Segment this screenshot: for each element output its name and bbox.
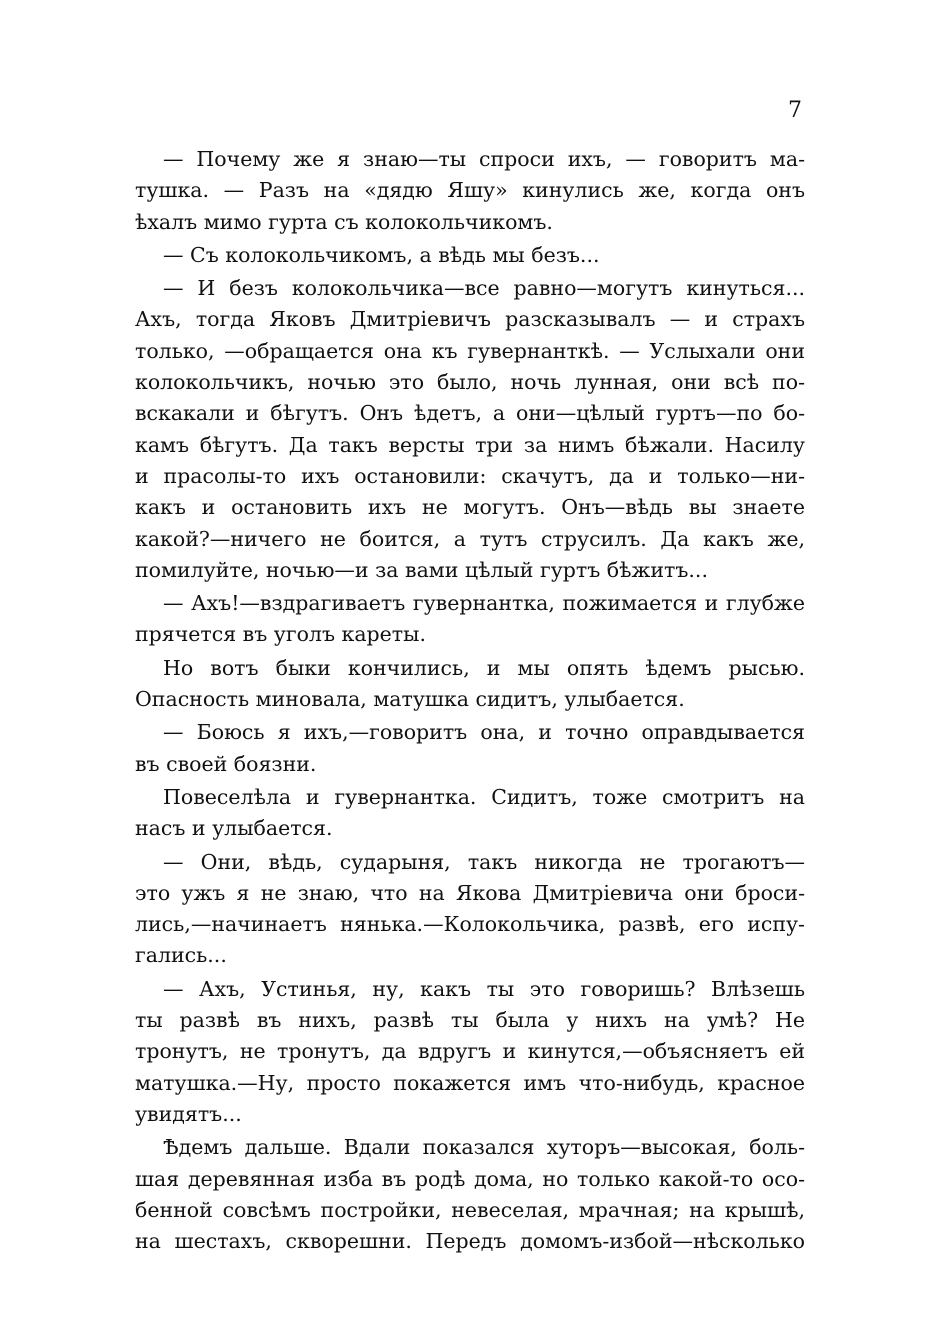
text-line: увидятъ... [135, 1101, 242, 1126]
paragraph [135, 782, 805, 845]
paragraph [135, 588, 805, 651]
text-line: какой?—ничего не боится, а тутъ струсилъ. Да какъ же, [135, 526, 805, 551]
text-line: матушка.—Ну, просто покажется имъ что-нибудь, красное [135, 1070, 805, 1095]
text-line: лись,—начинаетъ нянька.—Колокольчика, развѣ, его испу- [135, 912, 805, 937]
paragraph [135, 273, 805, 586]
text-line: прячется въ уголъ кареты. [135, 622, 426, 647]
text-line: камъ бѣгутъ. Да такъ версты три за нимъ бѣжали. Насилу [135, 432, 805, 457]
paragraph [135, 974, 805, 1130]
text-line: Опасность миновала, матушка сидитъ, улыбается. [135, 687, 685, 712]
paragraph [135, 717, 805, 780]
text-line: только, —обращается она къ гувернанткѣ. — Услыхали они [135, 338, 805, 363]
text-line: — Ахъ!—вздрагиваетъ гувернантка, пожимается и глубже [163, 591, 805, 616]
text-line: и прасолы-то ихъ остановили: скачутъ, да и только—ни- [135, 463, 805, 488]
text-line: — Ахъ, Устинья, ну, какъ ты это говоришь? Влѣзешь [163, 976, 805, 1001]
paragraph [135, 144, 805, 238]
text-line: въ своей боязни. [135, 751, 317, 776]
text-line: — Боюсь я ихъ,—говоритъ она, и точно оправдывается [163, 720, 805, 745]
text-line: шая деревянная изба въ родѣ дома, но только какой-то осо- [135, 1166, 805, 1191]
paragraph [135, 1132, 805, 1257]
text-line: вскакали и бѣгутъ. Онъ ѣдетъ, а они—цѣлый гуртъ—по бо- [135, 401, 805, 426]
text-line: бенной совсѣмъ постройки, невеселая, мрачная; на крышѣ, [135, 1197, 805, 1222]
text-line: — Они, вѣдь, сударыня, такъ никогда не трогаютъ— [163, 849, 805, 874]
text-line: это ужъ я не знаю, что на Якова Дмитріевича они броси- [135, 880, 805, 905]
text-line: — Почему же я знаю—ты спроси ихъ, — говоритъ ма- [163, 147, 805, 171]
text-body [135, 144, 805, 1257]
text-line: ѣхалъ мимо гурта съ колокольчикомъ. [135, 209, 553, 234]
text-line: помилуйте, ночью—и за вами цѣлый гуртъ бѣжитъ... [135, 557, 708, 582]
text-line: Ѣдемъ дальше. Вдали показался хуторъ—высокая, боль- [163, 1135, 805, 1160]
paragraph [135, 847, 805, 972]
paragraph [135, 653, 805, 716]
text-line: Ахъ, тогда Яковъ Дмитріевичъ разсказывалъ — и страхъ [135, 307, 805, 332]
text-line: Но вотъ быки кончились, и мы опять ѣдемъ рысью. [163, 655, 805, 680]
text-line: тушка. — Разъ на «дядю Яшу» кинулись же, когда онъ [135, 178, 805, 203]
text-line: — И безъ колокольчика—все равно—могутъ кинуться... [163, 276, 805, 301]
page-number: 7 [788, 98, 802, 123]
text-line: Повеселѣла и гувернантка. Сидитъ, тоже смотритъ на [163, 784, 805, 809]
text-line: насъ и улыбается. [135, 816, 333, 841]
text-line: гались... [135, 943, 227, 968]
text-line: колокольчикъ, ночью это было, ночь лунная, они всѣ по- [135, 370, 805, 395]
paragraph [135, 240, 805, 271]
text-line: на шестахъ, скворешни. Передъ домомъ-избой—нѣсколько [135, 1229, 805, 1254]
text-line: — Съ колокольчикомъ, а вѣдь мы безъ... [163, 242, 600, 267]
text-line: тронутъ, не тронутъ, да вдругъ и кинутся,—объясняетъ ей [135, 1039, 805, 1064]
text-line: какъ и остановить ихъ не могутъ. Онъ—вѣдь вы знаете [135, 495, 805, 520]
text-line: ты развѣ въ нихъ, развѣ ты была у нихъ на умѣ? Не [135, 1008, 805, 1033]
